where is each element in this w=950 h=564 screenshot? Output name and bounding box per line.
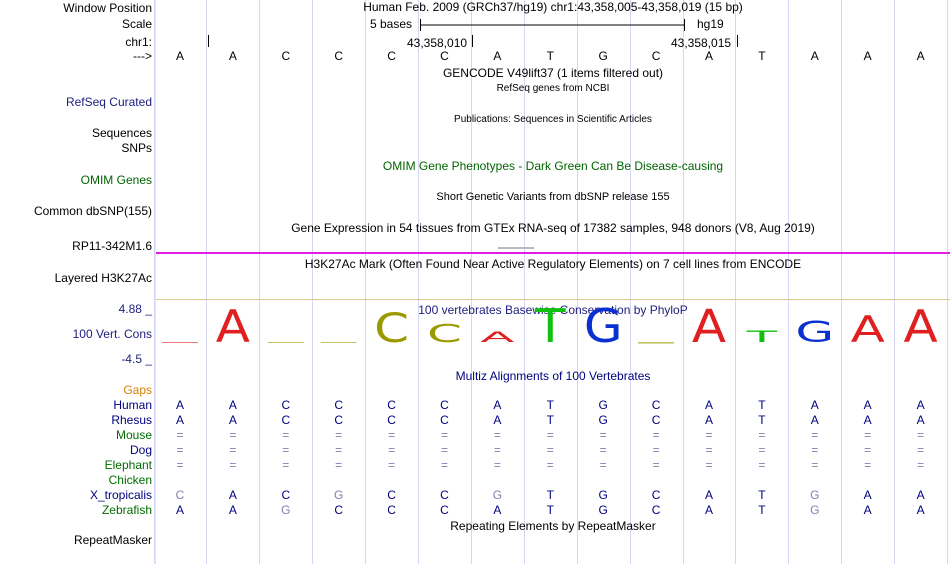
alignment-base: C <box>281 398 291 412</box>
base-letter: C <box>440 49 449 63</box>
alignment-base: C <box>334 503 344 517</box>
conservation-negative-mark <box>638 342 674 344</box>
label-rp11[interactable]: RP11-342M1.6 <box>72 239 152 253</box>
alignment-base: = <box>705 428 713 442</box>
alignment-base: A <box>704 488 713 502</box>
alignment-base: = <box>282 458 290 472</box>
scale-text: 5 bases <box>370 17 413 31</box>
label-scale[interactable]: Scale <box>121 17 152 31</box>
alignment-base: = <box>864 443 872 457</box>
label-elephant[interactable]: Elephant <box>104 458 152 472</box>
alignment-base: A <box>810 398 819 412</box>
alignment-row-rhesus <box>156 413 950 428</box>
alignment-base: A <box>493 413 502 427</box>
alignment-base: C <box>651 413 661 427</box>
alignment-base: A <box>916 413 925 427</box>
alignment-base: G <box>598 398 608 412</box>
alignment-base: C <box>440 503 449 517</box>
alignment-row-elephant <box>156 458 950 473</box>
alignment-base: A <box>810 413 819 427</box>
conservation-base-A: A <box>691 302 727 354</box>
alignment-base: = <box>335 443 343 457</box>
track-title-gencode[interactable]: GENCODE V49lift37 (1 items filtered out) <box>442 66 664 80</box>
alignment-base: C <box>651 488 661 502</box>
alignment-base: C <box>334 398 344 412</box>
alignment-base: = <box>864 458 872 472</box>
base-letter: A <box>175 49 184 63</box>
alignment-base: A <box>863 503 872 517</box>
conservation-base-A: A <box>480 328 515 346</box>
label-zebrafish[interactable]: Zebrafish <box>101 503 152 517</box>
alignment-base: C <box>387 488 396 502</box>
alignment-base: G <box>281 503 291 517</box>
alignment-base: = <box>546 458 554 472</box>
alignment-base: A <box>863 488 872 502</box>
label-xtropicalis[interactable]: X_tropicalis <box>89 488 152 502</box>
conservation-negative-mark <box>321 342 357 343</box>
label-chicken[interactable]: Chicken <box>108 473 152 487</box>
track-label-column <box>0 0 155 564</box>
alignment-base: = <box>335 428 343 442</box>
alignment-base: C <box>651 398 661 412</box>
alignment-base: A <box>493 503 502 517</box>
gtex-marker <box>498 247 534 249</box>
label-omim[interactable]: OMIM Genes <box>80 173 152 187</box>
base-letter: A <box>493 49 502 63</box>
base-letter: T <box>758 49 766 63</box>
alignment-base: C <box>651 503 661 517</box>
assembly-position: Human Feb. 2009 (GRCh37/hg19) chr1:43,358,005-43,358,019 (15 bp) <box>363 0 743 14</box>
alignment-base: C <box>440 398 449 412</box>
alignment-base: = <box>388 443 396 457</box>
ruler-coord-1: 43,358,010 <box>407 36 468 50</box>
alignment-base: T <box>546 503 554 517</box>
grid-line <box>154 0 155 564</box>
alignment-base: = <box>440 428 448 442</box>
alignment-base: = <box>599 443 607 457</box>
alignment-base: = <box>282 443 290 457</box>
track-title-h3k27ac[interactable]: H3K27Ac Mark (Often Found Near Active Regulatory Elements) on 7 cell lines from ENCODE <box>304 257 802 271</box>
alignment-base: T <box>758 413 766 427</box>
alignment-base: C <box>440 488 449 502</box>
label-common-dbsnp[interactable]: Common dbSNP(155) <box>33 204 152 218</box>
alignment-base: = <box>546 428 554 442</box>
alignment-base: A <box>228 413 237 427</box>
alignment-base: C <box>281 413 291 427</box>
alignment-base: = <box>758 458 766 472</box>
alignment-base: A <box>175 503 184 517</box>
conservation-negative-mark <box>268 342 304 343</box>
alignment-base: = <box>811 428 819 442</box>
ruler-tick-2 <box>737 35 738 47</box>
alignment-base: A <box>916 488 925 502</box>
alignment-base: = <box>652 458 660 472</box>
label-vert-cons[interactable]: 100 Vert. Cons <box>72 327 152 341</box>
alignment-base: = <box>758 428 766 442</box>
alignment-base: = <box>811 443 819 457</box>
track-title-dbsnp[interactable]: Short Genetic Variants from dbSNP release 155 <box>436 191 670 203</box>
alignment-row-dog <box>156 443 950 458</box>
alignment-base: T <box>546 488 554 502</box>
alignment-base: A <box>493 398 502 412</box>
alignment-base: = <box>917 428 925 442</box>
alignment-base: G <box>598 488 608 502</box>
alignment-base: G <box>334 488 344 502</box>
alignment-base: = <box>229 428 237 442</box>
alignment-base: A <box>863 398 872 412</box>
base-letter: A <box>863 49 872 63</box>
alignment-base: A <box>228 398 237 412</box>
base-letter: C <box>387 49 396 63</box>
alignment-base: = <box>705 458 713 472</box>
alignment-base: = <box>917 443 925 457</box>
alignment-base: C <box>334 413 344 427</box>
base-letter: T <box>546 49 554 63</box>
alignment-base: T <box>758 488 766 502</box>
conservation-logo <box>156 302 950 362</box>
alignment-base: C <box>281 488 291 502</box>
alignment-base: G <box>598 503 608 517</box>
base-sequence-row <box>156 49 950 64</box>
track-title-phylop[interactable]: 100 vertebrates Basewise Conservation by PhyloP <box>418 303 688 317</box>
ruler-coord-2: 43,358,015 <box>671 36 732 50</box>
alignment-base: G <box>810 488 820 502</box>
alignment-base: = <box>440 458 448 472</box>
label-repeatmasker[interactable]: RepeatMasker <box>73 533 152 547</box>
alignment-base: G <box>598 413 608 427</box>
label-arrow[interactable]: ---> <box>133 49 152 63</box>
conservation-base-T: T <box>746 326 778 346</box>
alignment-base: A <box>704 413 713 427</box>
alignment-base: C <box>175 488 185 502</box>
alignment-base: T <box>546 413 554 427</box>
alignment-base: C <box>387 503 396 517</box>
alignment-base: A <box>175 398 184 412</box>
alignment-base: = <box>229 458 237 472</box>
alignment-base: = <box>176 428 184 442</box>
alignment-base: A <box>704 398 713 412</box>
label-dog[interactable]: Dog <box>129 443 152 457</box>
label-mouse[interactable]: Mouse <box>115 428 152 442</box>
alignment-base: = <box>493 428 501 442</box>
label-refseq[interactable]: RefSeq Curated <box>65 95 152 109</box>
label-cons-max[interactable]: 4.88 _ <box>118 302 152 316</box>
track-title-refseq[interactable]: RefSeq genes from NCBI <box>496 83 610 94</box>
base-letter: A <box>228 49 237 63</box>
conservation-base-A: A <box>215 302 251 354</box>
alignment-base: C <box>387 398 396 412</box>
conservation-base-G: G <box>583 302 623 354</box>
alignment-base: = <box>917 458 925 472</box>
alignment-base: = <box>599 458 607 472</box>
base-letter: C <box>651 49 661 63</box>
alignment-base: A <box>863 413 872 427</box>
alignment-base: = <box>282 428 290 442</box>
alignment-base: G <box>810 503 820 517</box>
alignment-row-chicken <box>156 473 950 488</box>
scale-bar <box>418 17 688 33</box>
alignment-row-x_tropicalis <box>156 488 950 503</box>
scale-db: hg19 <box>697 17 724 31</box>
label-rhesus[interactable]: Rhesus <box>111 413 152 427</box>
label-window-position[interactable]: Window Position <box>63 1 152 15</box>
alignment-base: A <box>228 503 237 517</box>
ruler-tick-start <box>208 35 209 47</box>
alignment-base: = <box>388 458 396 472</box>
alignment-base: G <box>492 488 503 502</box>
base-letter: C <box>334 49 344 63</box>
label-chr1[interactable]: chr1: <box>125 35 152 49</box>
conservation-base-A: A <box>850 308 885 352</box>
alignment-base: A <box>916 398 925 412</box>
alignment-base: A <box>916 503 925 517</box>
h3k27ac-baseline <box>156 252 950 254</box>
alignment-row-mouse <box>156 428 950 443</box>
base-letter: A <box>704 49 713 63</box>
alignment-base: = <box>864 428 872 442</box>
track-title-publications[interactable]: Publications: Sequences in Scientific Articles <box>454 114 652 125</box>
alignment-base: = <box>758 443 766 457</box>
track-title-omim[interactable]: OMIM Gene Phenotypes - Dark Green Can Be Disease-causing <box>382 159 724 173</box>
alignment-base: T <box>758 398 766 412</box>
alignment-base: = <box>493 458 501 472</box>
alignment-base: = <box>335 458 343 472</box>
track-title-gtex[interactable]: Gene Expression in 54 tissues from GTEx RNA-seq of 17382 samples, 948 donors (V8, Aug 2019) <box>291 221 815 235</box>
label-h3k27ac[interactable]: Layered H3K27Ac <box>54 271 152 285</box>
alignment-base: A <box>228 488 237 502</box>
conservation-base-A: A <box>903 302 938 354</box>
base-letter: A <box>916 49 925 63</box>
label-gaps[interactable]: Gaps <box>123 383 152 397</box>
alignment-base: = <box>652 443 660 457</box>
label-snps[interactable]: SNPs <box>121 141 152 155</box>
alignment-base: = <box>652 428 660 442</box>
base-letter: A <box>810 49 819 63</box>
base-letter: C <box>281 49 291 63</box>
alignment-base: = <box>599 428 607 442</box>
alignment-base: = <box>705 443 713 457</box>
alignment-base: C <box>387 413 396 427</box>
alignment-base: T <box>758 503 766 517</box>
alignment-row-human <box>156 398 950 413</box>
cons-separator <box>156 299 950 300</box>
ruler-tick-1 <box>472 35 473 47</box>
alignment-base: T <box>546 398 554 412</box>
conservation-base-T: T <box>535 302 566 354</box>
alignment-base: = <box>546 443 554 457</box>
alignment-row-zebrafish <box>156 503 950 518</box>
alignment-base: = <box>493 443 501 457</box>
alignment-base: C <box>440 413 449 427</box>
track-title-multiz[interactable]: Multiz Alignments of 100 Vertebrates <box>455 369 651 383</box>
alignment-base: = <box>440 443 448 457</box>
alignment-base: A <box>175 413 184 427</box>
alignment-base: = <box>229 443 237 457</box>
label-cons-min[interactable]: -4.5 _ <box>121 352 152 366</box>
alignment-base: = <box>176 458 184 472</box>
conservation-negative-mark <box>162 342 198 343</box>
alignment-base: = <box>176 443 184 457</box>
alignment-base: A <box>704 503 713 517</box>
base-letter: G <box>598 49 608 63</box>
conservation-base-C: C <box>427 319 462 349</box>
conservation-base-C: C <box>374 304 410 352</box>
conservation-base-G: G <box>795 315 835 350</box>
track-title-repeatmasker[interactable]: Repeating Elements by RepeatMasker <box>450 519 656 533</box>
alignment-base: = <box>811 458 819 472</box>
label-human[interactable]: Human <box>113 398 152 412</box>
label-sequences[interactable]: Sequences <box>91 126 152 140</box>
alignment-base: = <box>388 428 396 442</box>
